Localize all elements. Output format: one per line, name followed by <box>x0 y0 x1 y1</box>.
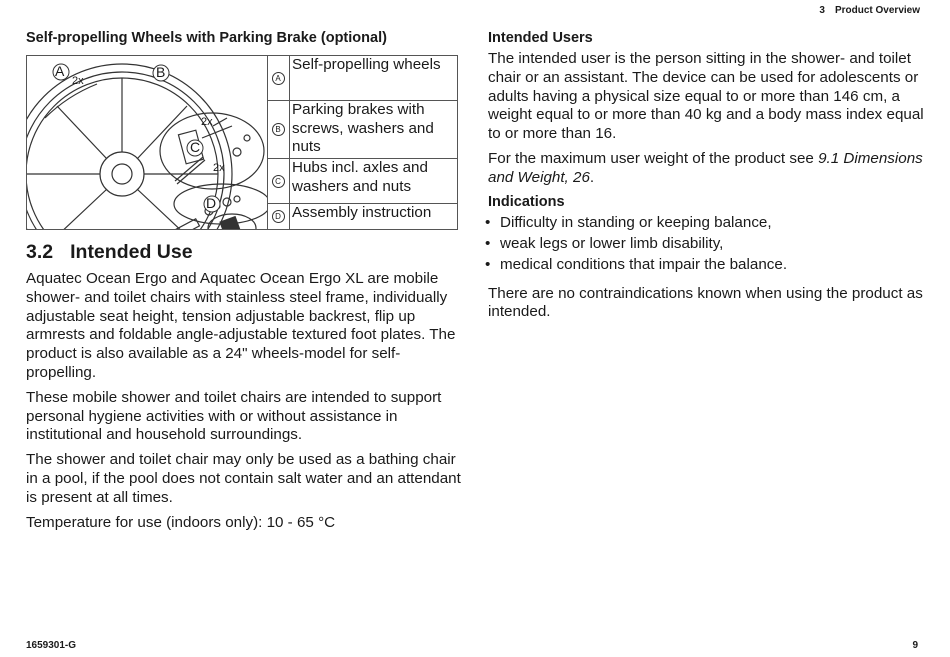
intended-users-heading: Intended Users <box>488 30 593 46</box>
dimensions-reference-link[interactable]: 9.1 Dimensions and Weight, 26 <box>488 149 923 186</box>
indications-heading: Indications <box>488 193 565 210</box>
part-row <box>267 204 457 229</box>
part-letter: D <box>272 210 285 223</box>
document-id: 1659301-G <box>26 640 77 651</box>
max-weight-lead: For the maximum user weight of the product see <box>488 149 819 167</box>
section-number: 3.2 <box>26 241 54 263</box>
part-letter: C <box>272 175 285 188</box>
part-description: Self-propelling wheels <box>292 56 441 73</box>
paragraph: These mobile shower and toilet chairs are intended to support personal hygiene activities with or without assistance in institutional and household surroundings. <box>26 388 442 444</box>
part-description: Hubs incl. axles and washers and nuts <box>292 159 428 195</box>
parts-list <box>267 56 457 229</box>
paragraph: Aquatec Ocean Ergo and Aquatec Ocean Ergo XL are mobile shower- and toilet chairs with stainless steel frame, individually adjustable seat height, tension adjustable backrest, flip up armrests and foldable angle-adjustable textured foot plates. The product is also available as a 24" wheels-model for self-propelling. <box>26 270 456 381</box>
part-row <box>267 101 457 159</box>
part-row <box>267 159 457 204</box>
part-row <box>267 56 457 101</box>
paragraph: The shower and toilet chair may only be used as a bathing chair in a pool, if the pool does not contain salt water and an attendant is present at all times. <box>26 451 461 506</box>
right-column <box>488 30 924 322</box>
sentence-end: . <box>589 168 595 186</box>
qty-label: 2x <box>213 162 225 174</box>
qty-label: 2x <box>201 116 213 128</box>
section-title: Intended Use <box>70 241 193 263</box>
paragraph: Temperature for use (indoors only): 10 - 65 °C <box>26 513 336 531</box>
intended-users-text: The intended user is the person sitting in the shower- and toilet chair or an assistant. The device can be used for adolescents or adults having a physical size equal to or more than 146 cm, a weight equal to or more than 40 kg and a body mass index equal to or more than 16. <box>488 50 924 143</box>
chapter-number: 3 <box>819 5 825 16</box>
list-item: • medical conditions that impair the balance. <box>488 254 924 275</box>
max-weight-text <box>488 150 924 188</box>
indications-list <box>488 212 924 275</box>
callout-b: B <box>156 64 166 80</box>
parts-table <box>26 55 458 230</box>
wheel-kit-illustration <box>27 56 268 229</box>
intended-use-body <box>26 270 464 538</box>
callout-c: C <box>190 139 201 155</box>
list-item: • Difficulty in standing or keeping balance, <box>488 212 924 233</box>
contraindications-text: There are no contraindications known when using the product as intended. <box>488 284 923 321</box>
callout-a: A <box>55 63 65 79</box>
wheels-subheading: Self-propelling Wheels with Parking Brake (optional) <box>26 30 387 46</box>
part-letter: B <box>272 123 285 136</box>
chapter-title: Product Overview <box>834 5 920 16</box>
qty-label: 2x <box>72 75 84 87</box>
part-description: Assembly instruction <box>292 204 432 221</box>
part-description: Parking brakes with screws, washers and nuts <box>292 101 434 156</box>
wheel-kit-drawing <box>27 56 267 229</box>
section-heading <box>26 241 193 264</box>
part-letter: A <box>272 72 285 85</box>
list-item: • weak legs or lower limb disability, <box>488 233 924 254</box>
callout-d: D <box>206 195 217 211</box>
running-header <box>819 5 920 16</box>
page-number: 9 <box>912 640 918 651</box>
